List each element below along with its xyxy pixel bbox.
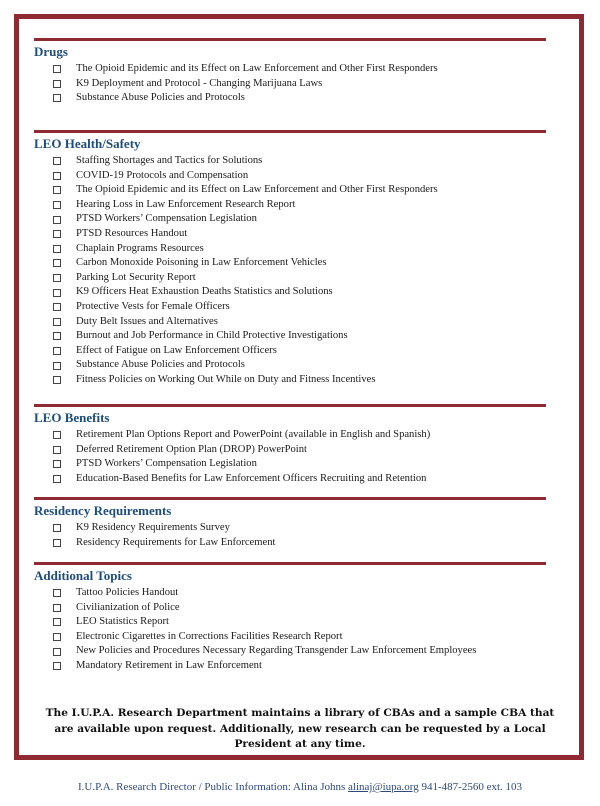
checkbox[interactable] <box>53 259 61 267</box>
checkbox[interactable] <box>53 662 61 670</box>
item-label: PTSD Workers’ Compensation Legislation <box>76 458 257 470</box>
item-label: COVID-19 Protocols and Compensation <box>76 169 249 181</box>
item-label: Effect of Fatigue on Law Enforcement Officers <box>76 344 277 356</box>
checkbox[interactable] <box>53 604 61 612</box>
checklist-item <box>34 315 546 330</box>
checklist <box>34 428 546 486</box>
checkbox[interactable] <box>53 589 61 597</box>
checklist-item <box>34 256 546 271</box>
checklist-item <box>34 521 546 536</box>
item-label: New Policies and Procedures Necessary Regarding Transgender Law Enforcement Employees <box>76 645 477 657</box>
checklist-item <box>34 615 546 630</box>
checklist <box>34 586 546 674</box>
section-title: LEO Health/Safety <box>34 136 141 151</box>
checklist-item <box>34 457 546 472</box>
checkbox[interactable] <box>53 303 61 311</box>
item-label: Hearing Loss in Law Enforcement Research Report <box>76 198 296 210</box>
checklist-item <box>34 373 546 388</box>
contact-footer <box>0 781 600 793</box>
checklist-item <box>34 169 546 184</box>
checkbox[interactable] <box>53 94 61 102</box>
checkbox[interactable] <box>53 332 61 340</box>
checklist-item <box>34 601 546 616</box>
section-title: LEO Benefits <box>34 410 110 425</box>
checklist-item <box>34 77 546 92</box>
checkbox[interactable] <box>53 347 61 355</box>
checkbox[interactable] <box>53 318 61 326</box>
item-label: Civilianization of Police <box>76 601 180 613</box>
checkbox[interactable] <box>53 475 61 483</box>
checklist-item <box>34 428 546 443</box>
section-title: Drugs <box>34 44 68 59</box>
section-additional-topics <box>34 562 546 674</box>
item-label: Protective Vests for Female Officers <box>76 300 230 312</box>
item-label: Carbon Monoxide Poisoning in Law Enforcement Vehicles <box>76 257 327 269</box>
checklist-item <box>34 586 546 601</box>
checklist-item <box>34 536 546 551</box>
item-label: Education-Based Benefits for Law Enforcement Officers Recruiting and Retention <box>76 472 427 484</box>
section-divider <box>34 497 546 500</box>
section-title: Residency Requirements <box>34 503 172 518</box>
section-divider <box>34 130 546 133</box>
footer-phone: 941-487-2560 ext. 103 <box>421 781 523 793</box>
checklist-item <box>34 285 546 300</box>
item-label: K9 Residency Requirements Survey <box>76 522 230 533</box>
checkbox[interactable] <box>53 172 61 180</box>
checkbox[interactable] <box>53 633 61 641</box>
item-label: Burnout and Job Performance in Child Protective Investigations <box>76 330 348 342</box>
checkbox[interactable] <box>53 157 61 165</box>
item-label: Deferred Retirement Option Plan (DROP) PowerPoint <box>76 443 307 455</box>
item-label: Parking Lot Security Report <box>76 271 196 283</box>
research-department-note: The I.U.P.A. Research Department maintains a library of CBAs and a sample CBA that are available upon request. Additionally, new research can be requested by a Local President at any time. <box>45 707 555 750</box>
section-drugs <box>34 38 546 106</box>
checkbox[interactable] <box>53 186 61 194</box>
item-label: The Opioid Epidemic and its Effect on Law Enforcement and Other First Responders <box>76 63 438 74</box>
section-divider <box>34 404 546 407</box>
item-label: LEO Statistics Report <box>76 616 169 628</box>
item-label: Retirement Plan Options Report and PowerPoint (available in English and Spanish) <box>76 429 431 440</box>
checklist-item <box>34 62 546 77</box>
item-label: Substance Abuse Policies and Protocols <box>76 92 245 104</box>
checkbox[interactable] <box>53 80 61 88</box>
checkbox[interactable] <box>53 460 61 468</box>
checklist <box>34 154 546 388</box>
checklist-item <box>34 644 546 659</box>
item-label: Residency Requirements for Law Enforcement <box>76 536 276 548</box>
section-leo-benefits <box>34 404 546 486</box>
item-label: K9 Officers Heat Exhaustion Deaths Statistics and Solutions <box>76 286 333 298</box>
checklist-item <box>34 443 546 458</box>
checkbox[interactable] <box>53 362 61 370</box>
checklist <box>34 62 546 106</box>
checklist-item <box>34 344 546 359</box>
checkbox[interactable] <box>53 245 61 253</box>
checklist-item <box>34 183 546 198</box>
checklist-item <box>34 329 546 344</box>
item-label: Electronic Cigarettes in Corrections Facilities Research Report <box>76 630 343 642</box>
checklist-item <box>34 227 546 242</box>
checklist-item <box>34 242 546 257</box>
checklist-item <box>34 630 546 645</box>
checkbox[interactable] <box>53 539 61 547</box>
item-label: The Opioid Epidemic and its Effect on Law Enforcement and Other First Responders <box>76 184 438 196</box>
checkbox[interactable] <box>53 446 61 454</box>
item-label: Mandatory Retirement in Law Enforcement <box>76 659 262 671</box>
checkbox[interactable] <box>53 65 61 73</box>
checkbox[interactable] <box>53 230 61 238</box>
checkbox[interactable] <box>53 524 61 532</box>
checklist-item <box>34 271 546 286</box>
item-label: K9 Deployment and Protocol - Changing Marijuana Laws <box>76 77 323 89</box>
item-label: PTSD Workers’ Compensation Legislation <box>76 213 257 225</box>
checkbox[interactable] <box>53 274 61 282</box>
item-label: Fitness Policies on Working Out While on Duty and Fitness Incentives <box>76 373 376 385</box>
checkbox[interactable] <box>53 618 61 626</box>
section-divider <box>34 562 546 565</box>
checkbox[interactable] <box>53 216 61 224</box>
item-label: Tattoo Policies Handout <box>76 587 179 598</box>
item-label: Substance Abuse Policies and Protocols <box>76 359 245 371</box>
checklist-item <box>34 358 546 373</box>
section-divider <box>34 38 546 41</box>
item-label: Chaplain Programs Resources <box>76 242 204 254</box>
checklist-item <box>34 154 546 169</box>
footer-contact-name: I.U.P.A. Research Director / Public Information: Alina Johns <box>77 781 346 793</box>
email-link[interactable]: alinaj@iupa.org <box>348 781 419 793</box>
checklist-item <box>34 91 546 106</box>
section-leo-health-safety <box>34 130 546 388</box>
item-label: Duty Belt Issues and Alternatives <box>76 315 218 327</box>
checkbox[interactable] <box>53 289 61 297</box>
item-label: PTSD Resources Handout <box>76 227 188 239</box>
checkbox[interactable] <box>53 201 61 209</box>
checklist-item <box>34 198 546 213</box>
section-title: Additional Topics <box>34 568 132 583</box>
checkbox[interactable] <box>53 648 61 656</box>
checklist-item <box>34 300 546 315</box>
checkbox[interactable] <box>53 431 61 439</box>
checklist-item <box>34 472 546 487</box>
checklist <box>34 521 546 550</box>
checklist-item <box>34 659 546 674</box>
checklist-item <box>34 212 546 227</box>
section-residency-requirements <box>34 497 546 550</box>
item-label: Staffing Shortages and Tactics for Solutions <box>76 155 263 166</box>
checkbox[interactable] <box>53 376 61 384</box>
